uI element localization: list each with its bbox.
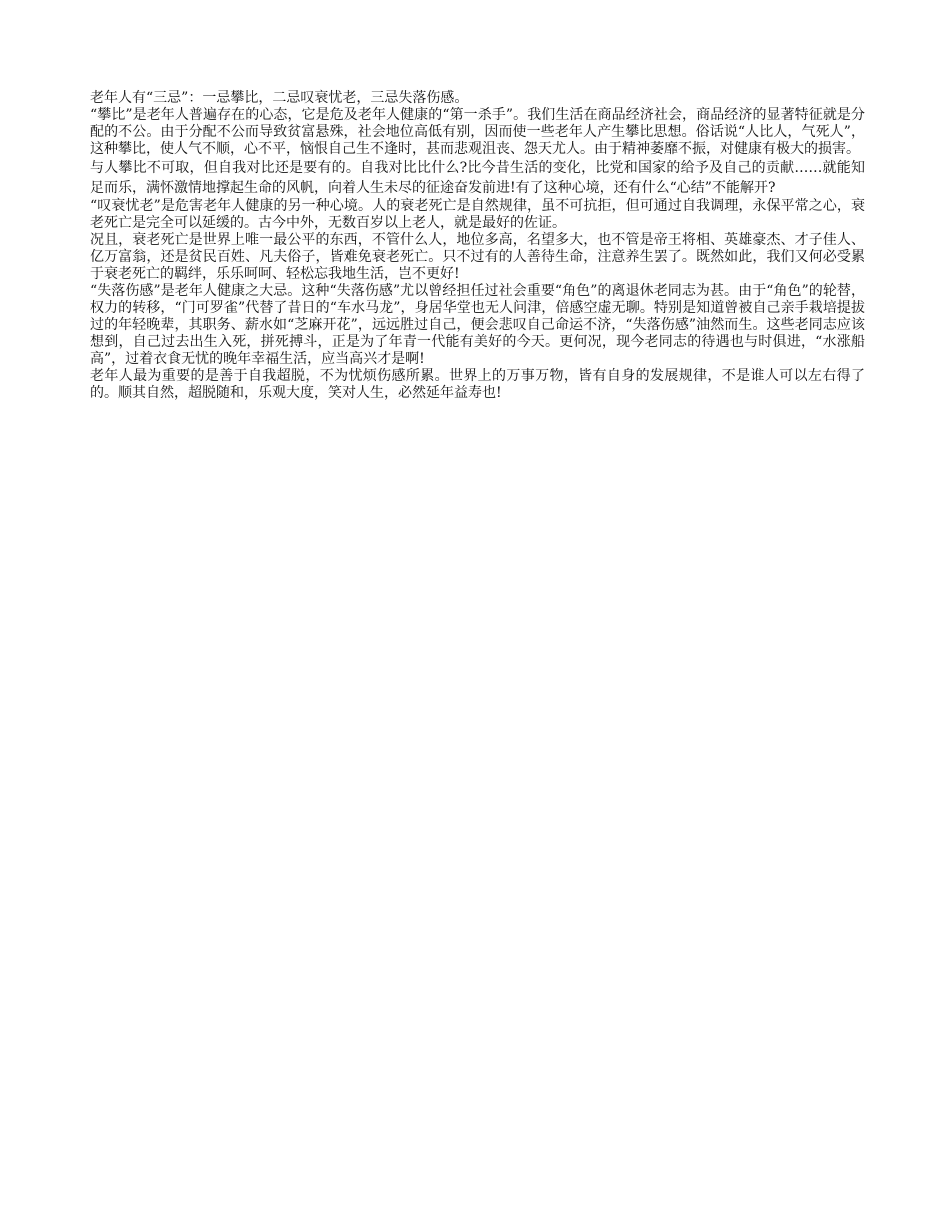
paragraph-panbi: “攀比”是老年人普遍存在的心态，它是危及老年人健康的“第一杀手”。我们生活在商品经济社会，商品经济的显著特征就是分配的不公。由于分配不公而导致贫富悬殊，社会地位高低有别，因而使一些老年人产生攀比思想。俗话说“人比人，气死人”，这种攀比，使人气不顺，心不平，恼恨自己生不逢时，甚而悲观沮丧、怨天尤人。由于精神萎靡不振，对健康有极大的损害。 [90,107,865,157]
paragraph-conclusion: 老年人最为重要的是善于自我超脱，不为忧烦伤感所累。世界上的万事万物，皆有自身的发展规律，不是谁人可以左右得了的。顺其自然，超脱随和，乐观大度，笑对人生，必然延年益寿也! [90,368,865,401]
document-body [90,90,865,402]
paragraph-aging-fairness: 况且，衰老死亡是世界上唯一最公平的东西，不管什么人，地位多高，名望多大，也不管是帝王将相、英雄豪杰、才子佳人、亿万富翁，还是贫民百姓、凡夫俗子，皆难免衰老死亡。只不过有的人善待生命，注意养生罢了。既然如此，我们又何必受累于衰老死亡的羁绊，乐乐呵呵、轻松忘我地生活，岂不更好! [90,232,865,282]
paragraph-tanshuai: “叹衰忧老”是危害老年人健康的另一种心境。人的衰老死亡是自然规律，虽不可抗拒，但可通过自我调理，永保平常之心，衰老死亡是完全可以延缓的。古今中外，无数百岁以上老人，就是最好的佐证。 [90,198,865,231]
paragraph-shiluo: “失落伤感”是老年人健康之大忌。这种“失落伤感”尤以曾经担任过社会重要“角色”的离退休老同志为甚。由于“角色”的轮替，权力的转移，“门可罗雀”代替了昔日的“车水马龙”，身居华堂也无人问津，倍感空虚无聊。特别是知道曾被自己亲手栽培提拔过的年轻晚辈，其职务、薪水如“芝麻开花”，远远胜过自己，便会悲叹自己命运不济，“失落伤感”油然而生。这些老同志应该想到，自己过去出生入死，拼死搏斗，正是为了年青一代能有美好的今天。更何况，现今老同志的待遇也与时俱进，“水涨船高”，过着衣食无忧的晚年幸福生活，应当高兴才是啊! [90,283,865,367]
paragraph-self-comparison: 与人攀比不可取，但自我对比还是要有的。自我对比比什么?比今昔生活的变化，比党和国家的给予及自己的贡献……就能知足而乐，满怀激情地撑起生命的风帆，向着人生未尽的征途奋发前进!有了这种心境，还有什么“心结”不能解开? [90,160,865,196]
paragraph-intro: 老年人有“三忌”：一忌攀比，二忌叹衰忧老，三忌失落伤感。 [90,90,469,106]
